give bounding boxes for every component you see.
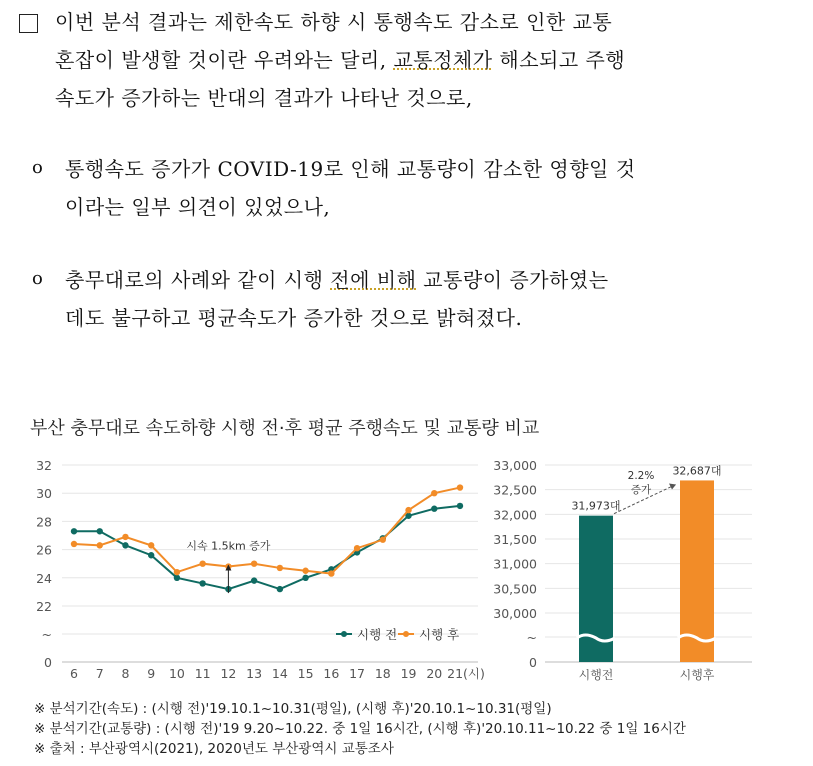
bullet-marker-1: o: [32, 157, 43, 178]
line-chart-x-tick: 10: [168, 666, 185, 681]
line-chart-x-tick: 11: [194, 666, 211, 681]
line-chart-y-tick: 22: [36, 599, 52, 614]
line-point-after: [405, 507, 411, 513]
bullet-marker-2: o: [32, 268, 43, 289]
line-point-before: [122, 542, 128, 548]
line-point-before: [148, 552, 154, 558]
line-chart-x-tick: 18: [374, 666, 391, 681]
bar-increase-arrow-head: [669, 483, 676, 489]
line-chart-x-tick: 8: [121, 666, 130, 681]
line-point-before: [277, 586, 283, 592]
note-speed-period: ※ 분석기간(속도) : (시행 전)'19.10.1~10.31(평일), (시행 후)'20.10.1~10.31(평일): [34, 701, 552, 717]
line-chart-x-tick: 12: [220, 666, 237, 681]
bar-increase-percent: 2.2%: [627, 470, 655, 482]
line-point-after: [71, 541, 77, 547]
bar-value-label-after: 32,687대: [672, 464, 722, 478]
line-chart-y-tick: 26: [36, 542, 52, 558]
line-chart-y-tick: 32: [36, 458, 52, 473]
line-point-before: [251, 577, 257, 583]
line-chart-annotation: 시속 1.5km 증가: [186, 539, 271, 553]
line-chart-x-tick: 16: [323, 666, 340, 681]
line-point-after: [174, 569, 180, 575]
line-chart-y-tick: ~: [41, 627, 52, 642]
line-point-before: [457, 503, 463, 509]
bar-chart-y-tick: 31,000: [493, 556, 537, 572]
legend-label-after: 시행 후: [419, 627, 460, 642]
line-chart-x-tick: 21(시): [447, 666, 485, 681]
line-point-after: [380, 537, 386, 543]
line-chart-y-tick: 0: [44, 655, 52, 670]
bar-increase-text: 증가: [630, 484, 652, 496]
line-chart-y-tick: 28: [36, 514, 52, 530]
line-point-after: [431, 490, 437, 496]
bullet1-line1: 통행속도 증가가 COVID-19로 인해 교통량이 감소한 영향일 것: [65, 157, 636, 181]
line-point-after: [251, 561, 257, 567]
bar-value-label-before: 31,973대: [571, 499, 621, 513]
line-point-before: [71, 528, 77, 534]
line-point-before: [97, 528, 103, 534]
line-point-after: [97, 542, 103, 548]
line-chart-x-tick: 13: [246, 666, 263, 681]
bullet1-line2: 이라는 일부 의견이 있었으나,: [65, 195, 331, 219]
bar-chart-y-tick: 30,500: [493, 581, 537, 597]
line-chart-y-tick: 30: [36, 486, 52, 502]
legend-label-before: 시행 전: [357, 627, 398, 642]
line-point-before: [302, 575, 308, 581]
bar-chart-y-tick: 32,500: [493, 482, 537, 498]
line-chart-x-tick: 9: [147, 666, 156, 681]
line-point-after: [354, 545, 360, 551]
bar-category-label-before: 시행전: [578, 668, 614, 682]
legend-marker-after: [403, 631, 409, 637]
line-point-before: [199, 580, 205, 586]
line-point-after: [457, 484, 463, 490]
line2-part-a: 혼잡이 발생할 것이란 우려와는 달리,: [55, 48, 394, 72]
line-chart-x-tick: 19: [400, 666, 417, 681]
bullet2-part-c: 교통량이 증가하였는: [416, 268, 609, 292]
bar-chart-y-tick: 30,000: [493, 606, 537, 621]
bar-chart-y-tick: 33,000: [493, 458, 537, 473]
line-point-after: [277, 565, 283, 571]
line-chart-x-tick: 17: [349, 666, 366, 681]
line-chart-y-tick: 24: [36, 570, 52, 586]
line-series-after: [74, 488, 460, 574]
line-point-after: [148, 542, 154, 548]
bar-chart-y-tick: 32,000: [493, 507, 537, 523]
note-volume-period: ※ 분석기간(교통량) : (시행 전)'19 9.20~10.22. 중 1일 16시간, (시행 후)'20.10.11~10.22 중 1일 16시간: [34, 721, 686, 737]
line-chart-x-tick: 14: [271, 666, 288, 681]
line-point-before: [431, 506, 437, 512]
line-point-before: [174, 575, 180, 581]
line-point-after: [122, 534, 128, 540]
line-chart-x-tick: 20: [426, 666, 443, 681]
bar-category-label-after: 시행후: [679, 668, 715, 682]
line-point-after: [328, 570, 334, 576]
bullet2-underlined-term: 전에 비해: [330, 268, 417, 292]
bullet2-part-a: 충무대로의 사례와 같이 시행: [65, 268, 331, 292]
line-point-after: [199, 561, 205, 567]
line2-underlined-term: 교통정체가: [393, 48, 493, 72]
line-chart-x-tick: 15: [297, 666, 314, 681]
bar-chart-y-tick: 31,500: [493, 532, 537, 547]
line-chart-x-tick: 6: [70, 666, 78, 681]
bullet2-line2: 데도 불구하고 평균속도가 증가한 것으로 밝혀졌다.: [65, 306, 523, 330]
main-paragraph-line3: 속도가 증가하는 반대의 결과가 나타난 것으로,: [55, 86, 473, 110]
bar-chart-y-tick: ~: [526, 630, 537, 645]
note-source: ※ 출처 : 부산광역시(2021), 2020년도 부산광역시 교통조사: [34, 741, 394, 757]
main-paragraph-line1: 이번 분석 결과는 제한속도 하향 시 통행속도 감소로 인한 교통: [55, 10, 613, 34]
figure-title: 부산 충무대로 속도하향 시행 전·후 평균 주행속도 및 교통량 비교: [30, 418, 540, 439]
legend-marker-before: [341, 631, 347, 637]
line2-part-c: 해소되고 주행: [492, 48, 626, 72]
bar-chart-y-tick: 0: [529, 655, 537, 670]
line-point-after: [302, 568, 308, 574]
line-chart-x-tick: 7: [95, 666, 104, 681]
